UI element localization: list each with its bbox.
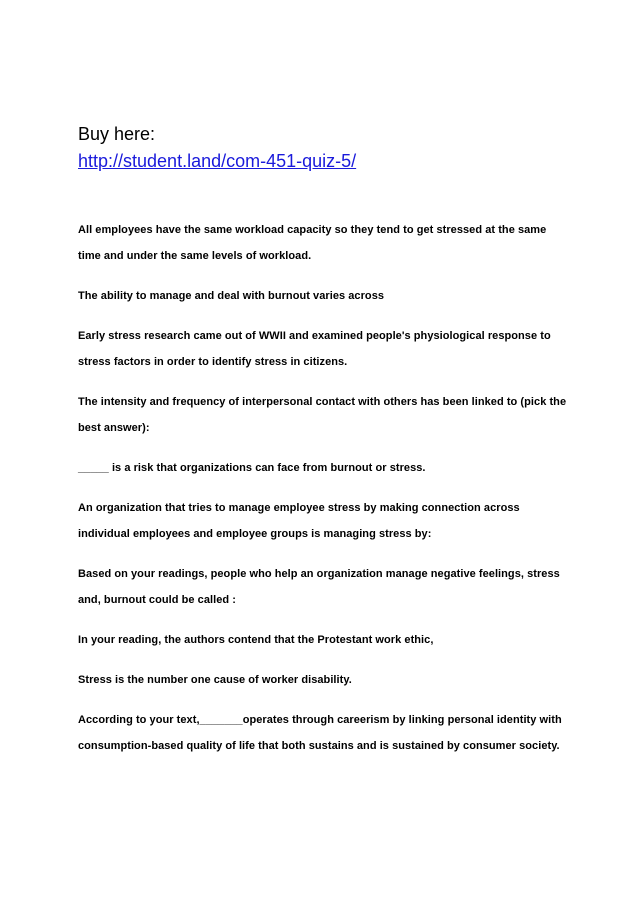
question-item: Early stress research came out of WWII and examined people's physiological response to stress factors in order to identify stress in citizens. — [78, 330, 551, 368]
question-item: The intensity and frequency of interpersonal contact with others has been linked to (pick the best answer): — [78, 396, 567, 434]
question-item: Based on your readings, people who help an organization manage negative feelings, stress and, burnout could be called : — [78, 568, 560, 606]
question-item: Stress is the number one cause of worker disability. — [78, 674, 352, 686]
question-item: _____ is a risk that organizations can face from burnout or stress. — [78, 462, 426, 474]
question-item: In your reading, the authors contend that the Protestant work ethic, — [78, 634, 434, 646]
purchase-link[interactable]: http://student.land/com-451-quiz-5/ — [78, 151, 357, 171]
question-item: All employees have the same workload capacity so they tend to get stressed at the same time and under the same levels of workload. — [78, 224, 547, 262]
question-list — [78, 217, 568, 773]
purchase-header — [78, 120, 578, 174]
question-item: An organization that tries to manage employee stress by making connection across individual employees and employee groups is managing stress by: — [78, 502, 520, 540]
question-item: The ability to manage and deal with burnout varies across — [78, 290, 385, 302]
buy-here-label: Buy here: — [78, 124, 156, 144]
question-item: According to your text,_______operates through careerism by linking personal identity with consumption-based quality of life that both sustains and is sustained by consumer society. — [78, 714, 562, 752]
